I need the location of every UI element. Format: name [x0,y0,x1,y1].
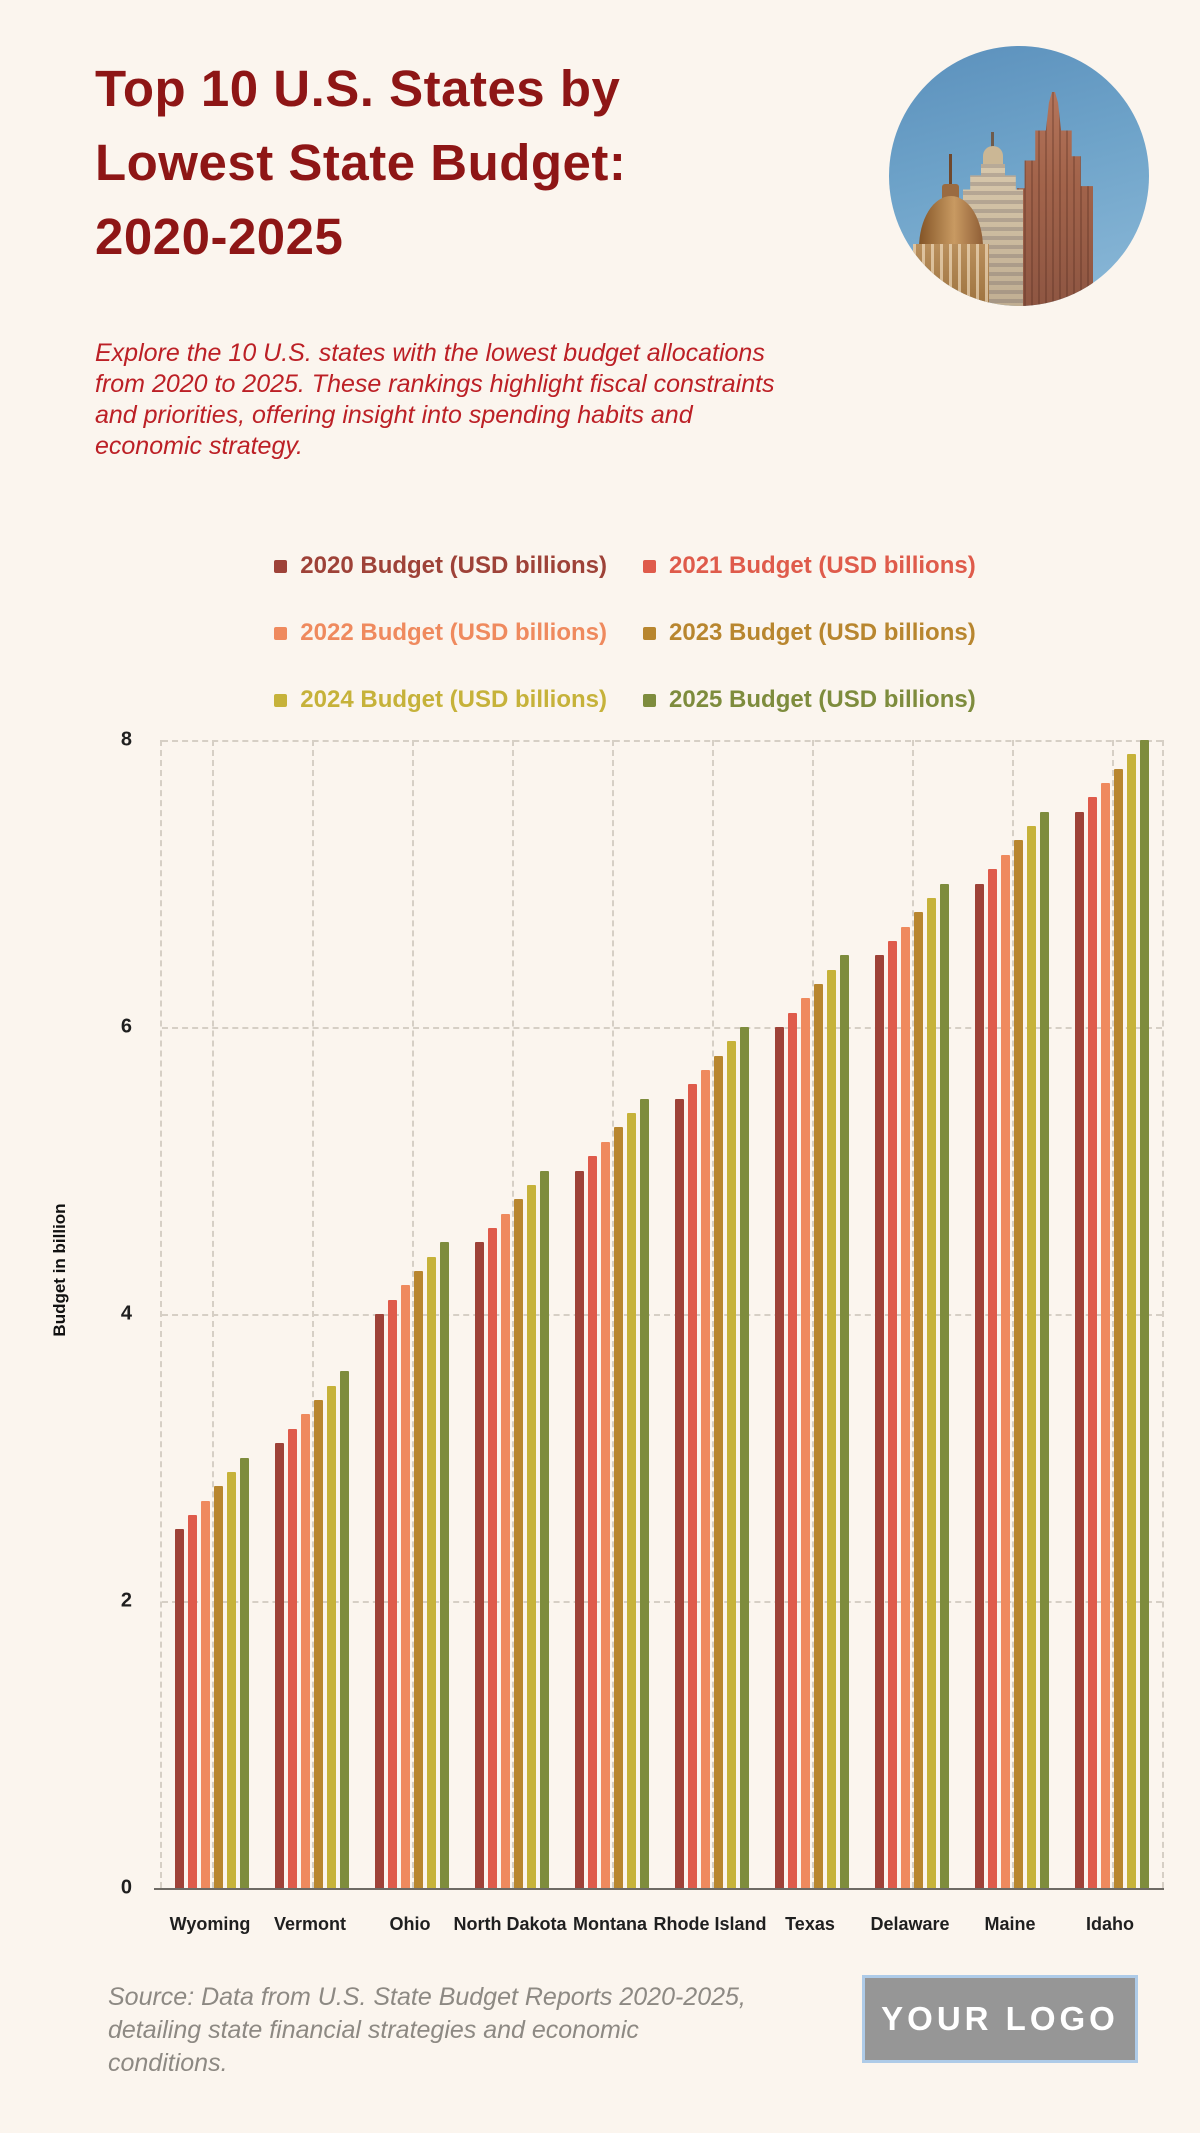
bar-group [975,812,1049,1888]
skyline-photo [889,46,1149,306]
bar-north-dakota [527,1185,536,1888]
bar-montana [627,1113,636,1888]
legend-item [643,619,976,647]
bar-rhode-island [714,1056,723,1888]
bar-ohio [401,1285,410,1888]
x-category-label: Idaho [1086,1914,1134,1934]
bar-texas [775,1027,784,1888]
bar-north-dakota [488,1228,497,1888]
bar-montana [601,1142,610,1888]
x-category-label: Texas [785,1914,835,1934]
legend-label: 2024 Budget (USD billions) [300,686,607,713]
bar-maine [1040,812,1049,1888]
source-note [108,1981,748,2080]
legend-swatch-icon [274,560,287,573]
bar-north-dakota [475,1242,484,1888]
bar-vermont [275,1443,284,1888]
x-category-label: Montana [573,1914,647,1934]
bar-group [675,1027,749,1888]
legend-label: 2021 Budget (USD billions) [669,552,976,579]
bar-texas [801,998,810,1888]
bar-wyoming [188,1515,197,1888]
bar-idaho [1101,783,1110,1888]
bar-group [775,955,849,1888]
bar-delaware [875,955,884,1888]
bar-texas [814,984,823,1888]
bar-maine [1014,840,1023,1888]
bar-texas [840,955,849,1888]
y-tick-label: 4 [120,1302,132,1325]
bar-vermont [327,1386,336,1888]
bar-group [175,1458,249,1889]
x-category-label: Delaware [870,1914,950,1934]
subtitle-line: Explore the 10 U.S. states with the lowest budget allocations [95,339,765,367]
subtitle-line: and priorities, offering insight into spending habits and [95,401,693,429]
y-axis-title: Budget in billion [50,1203,69,1337]
x-category-label: Wyoming [169,1914,251,1934]
bar-ohio [427,1257,436,1888]
y-tick-label: 6 [120,1015,132,1038]
bar-delaware [940,884,949,1889]
bar-montana [640,1099,649,1888]
capitol-spire [949,154,952,188]
legend-label: 2025 Budget (USD billions) [669,686,976,713]
legend-label: 2023 Budget (USD billions) [669,619,976,646]
bar-delaware [914,912,923,1888]
bar-vermont [288,1429,297,1888]
source-line: Source: Data from U.S. State Budget Reports 2020-2025, [108,1983,746,2011]
bar-group [875,884,949,1889]
logo-placeholder [862,1975,1138,2063]
x-category-label: Vermont [273,1914,347,1934]
bar-maine [988,869,997,1888]
bar-idaho [1127,754,1136,1888]
bar-texas [788,1013,797,1888]
x-category-label: Rhode Island [653,1914,767,1934]
y-axis-labels [84,728,132,1899]
legend-item [274,552,607,580]
bar-idaho [1075,812,1084,1888]
title-line: 2020-2025 [95,208,344,265]
bar-montana [614,1127,623,1888]
chart-legend [85,552,1165,714]
legend-swatch-icon [274,627,287,640]
bar-delaware [888,941,897,1888]
legend-item [643,552,976,580]
bar-wyoming [175,1529,184,1888]
bar-vermont [301,1414,310,1888]
capitol-drum [913,244,989,306]
bar-group [275,1371,349,1888]
title-line: Lowest State Budget: [95,134,627,191]
bar-montana [575,1171,584,1889]
x-category-label: Ohio [389,1914,431,1934]
legend-swatch-icon [643,694,656,707]
bar-ohio [414,1271,423,1888]
legend-swatch-icon [643,627,656,640]
bar-group [475,1171,549,1889]
bar-maine [975,884,984,1889]
x-category-label: Maine [984,1914,1036,1934]
title-line: Top 10 U.S. States by [95,60,621,117]
bar-rhode-island [688,1084,697,1888]
skyscraper-illustration [1017,92,1093,306]
bar-ohio [388,1300,397,1888]
x-axis-labels [160,1914,1160,1944]
bar-idaho [1114,769,1123,1888]
bar-north-dakota [514,1199,523,1888]
legend-swatch-icon [643,560,656,573]
legend-item [643,686,976,714]
bar-idaho [1088,797,1097,1888]
bar-delaware [927,898,936,1888]
legend-label: 2022 Budget (USD billions) [300,619,607,646]
bar-rhode-island [740,1027,749,1888]
legend-swatch-icon [274,694,287,707]
bar-ohio [375,1314,384,1888]
bar-rhode-island [675,1099,684,1888]
source-line: detailing state financial strategies and economic conditions. [108,2016,639,2077]
subtitle-line: from 2020 to 2025. These rankings highlight fiscal constraints [95,370,775,398]
bar-idaho [1140,740,1149,1888]
y-tick-label: 8 [120,728,132,751]
bar-group [575,1099,649,1888]
logo-text: YOUR LOGO [881,2000,1119,2037]
y-tick-label: 0 [120,1876,132,1899]
bar-delaware [901,927,910,1888]
bar-group [1075,740,1149,1888]
bar-texas [827,970,836,1888]
bar-vermont [340,1371,349,1888]
bar-vermont [314,1400,323,1888]
bar-montana [588,1156,597,1888]
y-tick-label: 2 [120,1589,132,1612]
page-title [95,52,815,274]
mid-building-dome [983,146,1003,166]
bar-wyoming [214,1486,223,1888]
bar-maine [1001,855,1010,1888]
legend-row [274,552,975,580]
plot-area [160,740,1164,1888]
legend-row [274,619,975,647]
x-axis-line [154,1888,1164,1890]
legend-label: 2020 Budget (USD billions) [300,552,607,579]
legend-item [274,619,607,647]
bar-ohio [440,1242,449,1888]
x-category-label: North Dakota [453,1914,567,1934]
bar-rhode-island [727,1041,736,1888]
bar-north-dakota [540,1171,549,1889]
bar-north-dakota [501,1214,510,1888]
bar-group [375,1242,449,1888]
subtitle-line: economic strategy. [95,432,303,460]
bar-maine [1027,826,1036,1888]
bar-wyoming [240,1458,249,1889]
bar-wyoming [227,1472,236,1888]
bar-wyoming [201,1501,210,1888]
legend-row [274,686,975,714]
bar-rhode-island [701,1070,710,1888]
page-subtitle [95,338,835,462]
legend-item [274,686,607,714]
